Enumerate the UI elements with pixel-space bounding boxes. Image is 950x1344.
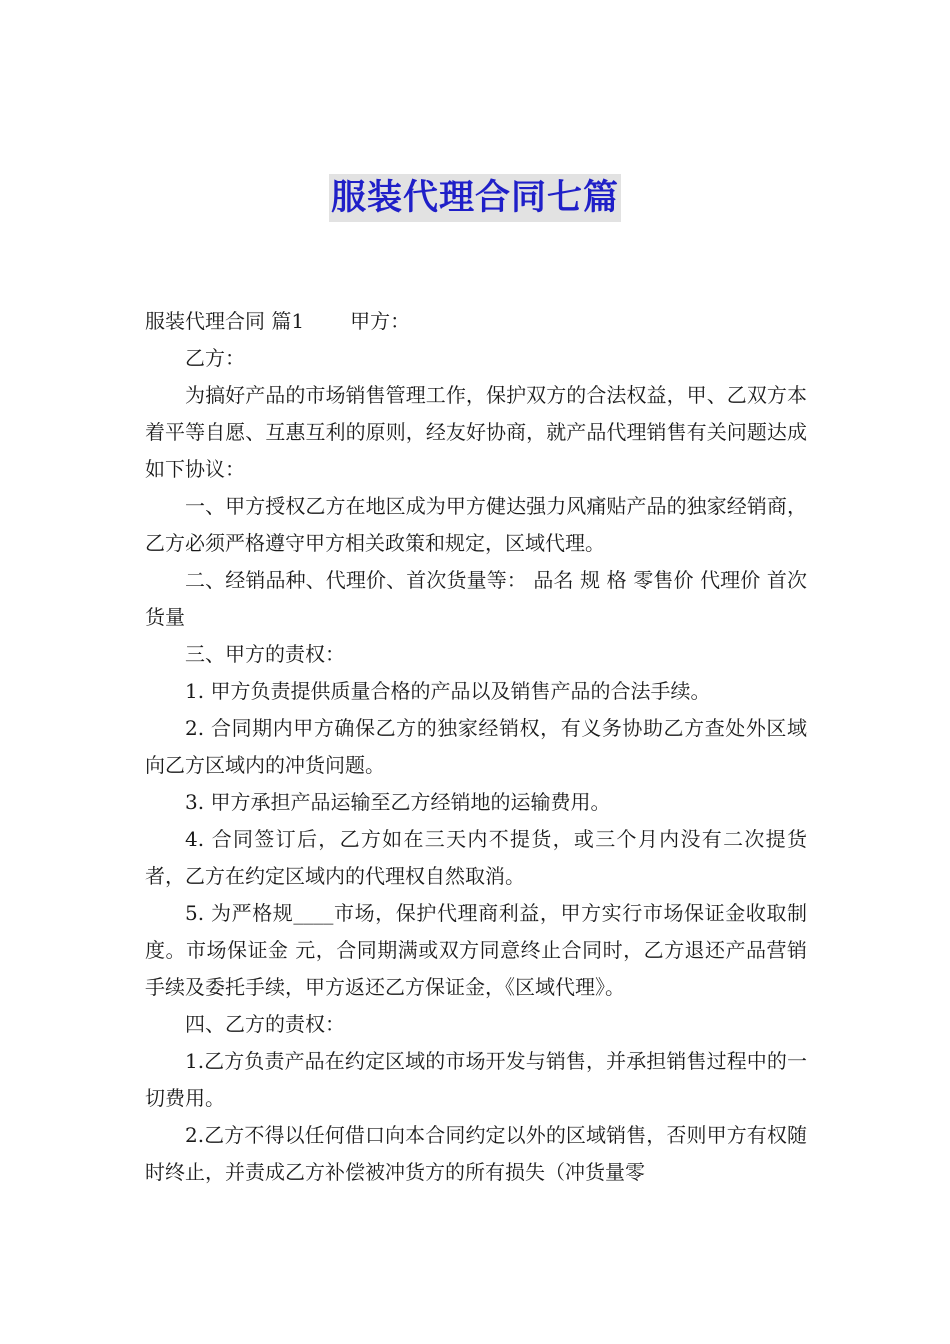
document-title: 服装代理合同七篇 <box>329 174 621 222</box>
preamble-paragraph: 为搞好产品的市场销售管理工作，保护双方的合法权益，甲、乙双方本着平等自愿、互惠互利的原则，经友好协商，就产品代理销售有关问题达成如下协议： <box>145 383 807 481</box>
clause-3-item-1: 1. 甲方负责提供质量合格的产品以及销售产品的合法手续。 <box>185 679 711 703</box>
clause-4-heading: 四、乙方的责权： <box>185 1012 345 1036</box>
party-a-label: 甲方： <box>350 309 411 333</box>
document-body <box>145 303 807 1191</box>
clause-3-item-5: 5. 为严格规____市场，保护代理商利益，甲方实行市场保证金收取制度。市场保证金 元，合同期满或双方同意终止合同时，乙方退还产品营销手续及委托手续，甲方返还乙方保证金，《区域代理》。 <box>145 901 807 999</box>
first-line <box>145 303 807 340</box>
clause-2-paragraph: 二、经销品种、代理价、首次货量等： 品名 规 格 零售价 代理价 首次货量 <box>145 568 807 629</box>
clause-3-item-4: 4. 合同签订后，乙方如在三天内不提货，或三个月内没有二次提货者，乙方在约定区域内的代理权自然取消。 <box>145 827 807 888</box>
clause-3-item-2: 2. 合同期内甲方确保乙方的独家经销权，有义务协助乙方查处外区域向乙方区域内的冲货问题。 <box>145 716 807 777</box>
clause-1-paragraph: 一、甲方授权乙方在地区成为甲方健达强力风痛贴产品的独家经销商，乙方必须严格遵守甲方相关政策和规定，区域代理。 <box>145 494 807 555</box>
party-b-paragraph: 乙方： <box>185 346 245 370</box>
clause-4-item-2: 2.乙方不得以任何借口向本合同约定以外的区域销售，否则甲方有权随时终止，并责成乙方补偿被冲货方的所有损失（冲货量零 <box>145 1123 807 1184</box>
clause-4-item-1: 1.乙方负责产品在约定区域的市场开发与销售，并承担销售过程中的一切费用。 <box>145 1049 807 1110</box>
title-block <box>0 174 950 222</box>
contract-heading: 服装代理合同 篇1 <box>145 309 305 333</box>
clause-3-item-3: 3. 甲方承担产品运输至乙方经销地的运输费用。 <box>185 790 611 814</box>
clause-3-heading: 三、甲方的责权： <box>185 642 345 666</box>
